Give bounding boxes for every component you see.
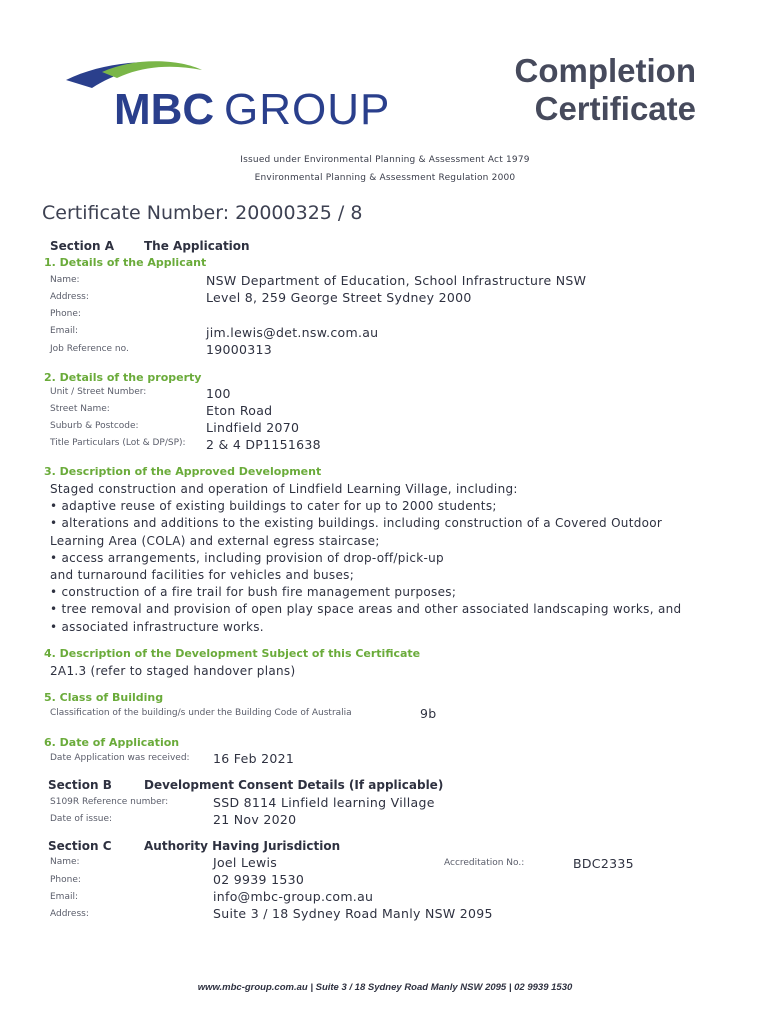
- title-line-1: Completion: [514, 52, 696, 89]
- applicant-name-label: Name:: [50, 275, 80, 285]
- applicant-email-label: Email:: [50, 326, 79, 336]
- street-name-label: Street Name:: [50, 404, 110, 414]
- document-title: [515, 52, 696, 128]
- footer-contact: www.mbc-group.com.au | Suite 3 / 18 Sydney Road Manly NSW 2095 | 02 9939 1530: [197, 982, 573, 993]
- logo-text-light: GROUP: [224, 85, 391, 130]
- suburb-postcode: Lindfield 2070: [206, 420, 300, 435]
- authority-name-label: Name:: [50, 857, 80, 867]
- development-description: [50, 481, 681, 636]
- authority-email: info@mbc-group.com.au: [213, 889, 374, 904]
- authority-address-label: Address:: [50, 909, 89, 919]
- development-line: Learning Area (COLA) and external egress staircase;: [50, 533, 380, 548]
- authority-name: Joel Lewis: [213, 855, 278, 870]
- development-heading: 3. Description of the Approved Development: [44, 465, 322, 478]
- development-line: • access arrangements, including provision of drop-off/pick-up: [50, 550, 444, 565]
- title-line-2: Certificate: [534, 90, 696, 127]
- section-a-label: Section A: [50, 239, 114, 253]
- unit-number: 100: [206, 386, 231, 401]
- subject-value: 2A1.3 (refer to staged handover plans): [50, 664, 296, 678]
- authority-email-label: Email:: [50, 892, 79, 902]
- title-particulars: 2 & 4 DP1151638: [206, 437, 321, 452]
- date-of-issue-label: Date of issue:: [50, 814, 113, 824]
- applicant-address-label: Address:: [50, 292, 89, 302]
- subject-heading: 4. Description of the Development Subject of this Certificate: [44, 647, 421, 660]
- reference-number: SSD 8114 Linfield learning Village: [213, 795, 435, 810]
- date-of-issue: 21 Nov 2020: [213, 812, 297, 827]
- section-b-title: Development Consent Details (If applicable): [144, 778, 444, 792]
- issued-under-act: Issued under Environmental Planning & Assessment Act 1979: [240, 155, 530, 165]
- street-name: Eton Road: [206, 403, 273, 418]
- date-application-heading: 6. Date of Application: [44, 736, 180, 749]
- mbc-group-logo: [62, 58, 402, 130]
- suburb-postcode-label: Suburb & Postcode:: [50, 421, 139, 431]
- section-c-title: Authority Having Jurisdiction: [144, 839, 341, 853]
- class-label: Classification of the building/s under the Building Code of Australia: [50, 708, 352, 718]
- title-particulars-label: Title Particulars (Lot & DP/SP):: [50, 438, 186, 448]
- development-line: • alterations and additions to the existing buildings. including construction of a Covered Outdoor: [50, 516, 663, 531]
- accreditation-label: Accreditation No.:: [444, 858, 525, 868]
- unit-number-label: Unit / Street Number:: [50, 387, 147, 397]
- class-heading: 5. Class of Building: [44, 691, 164, 704]
- accreditation-number: BDC2335: [573, 856, 634, 871]
- authority-phone-label: Phone:: [50, 875, 81, 885]
- applicant-address: Level 8, 259 George Street Sydney 2000: [206, 290, 472, 305]
- applicant-heading: 1. Details of the Applicant: [44, 256, 207, 269]
- development-line: and turnaround facilities for vehicles and buses;: [50, 567, 355, 582]
- logo-text-bold: MBC: [114, 85, 215, 130]
- date-application-label: Date Application was received:: [50, 753, 190, 763]
- development-line: • tree removal and provision of open play space areas and other associated landscaping works, and: [50, 602, 682, 617]
- section-b-label: Section B: [48, 778, 112, 792]
- development-line: • adaptive reuse of existing buildings to cater for up to 2000 students;: [50, 499, 497, 514]
- property-heading: 2. Details of the property: [44, 371, 202, 384]
- development-line: • associated infrastructure works.: [50, 619, 264, 634]
- applicant-name: NSW Department of Education, School Infrastructure NSW: [206, 273, 587, 288]
- reference-number-label: S109R Reference number:: [50, 797, 169, 807]
- section-a-title: The Application: [144, 239, 250, 253]
- job-reference-label: Job Reference no.: [50, 344, 129, 354]
- development-line: • construction of a fire trail for bush fire management purposes;: [50, 585, 457, 600]
- authority-address: Suite 3 / 18 Sydney Road Manly NSW 2095: [213, 906, 493, 921]
- issued-under-regulation: Environmental Planning & Assessment Regulation 2000: [254, 173, 516, 183]
- logo-swoosh-green: [102, 61, 202, 78]
- date-application-value: 16 Feb 2021: [213, 751, 295, 766]
- section-c-label: Section C: [48, 839, 112, 853]
- applicant-phone-label: Phone:: [50, 309, 81, 319]
- development-line: Staged construction and operation of Lindfield Learning Village, including:: [50, 482, 518, 496]
- certificate-number: Certificate Number: 20000325 / 8: [42, 202, 363, 224]
- applicant-email: jim.lewis@det.nsw.com.au: [206, 325, 379, 340]
- job-reference: 19000313: [206, 342, 273, 357]
- authority-phone: 02 9939 1530: [213, 872, 305, 887]
- class-value: 9b: [420, 706, 437, 721]
